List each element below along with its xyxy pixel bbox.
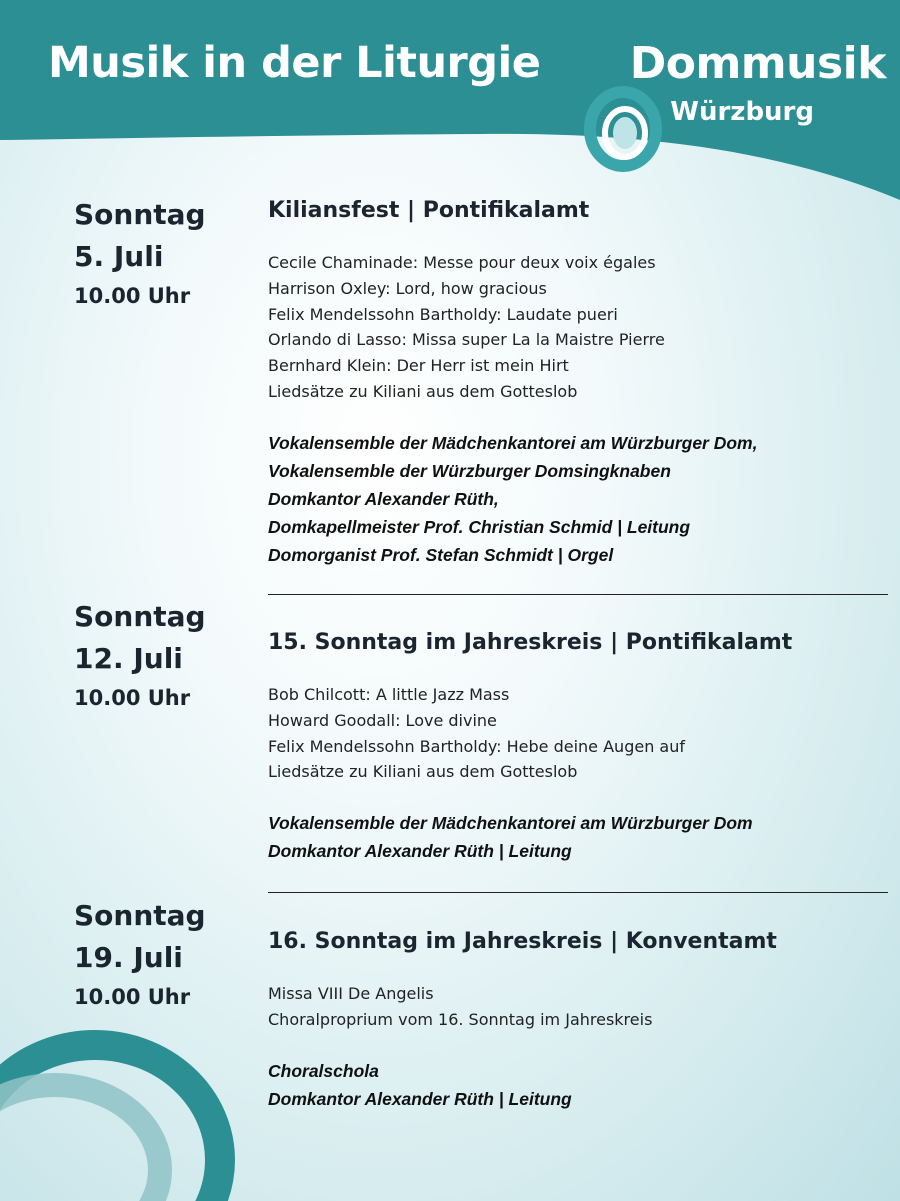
dommusik-logo	[582, 84, 664, 174]
brand-city: Würzburg	[670, 97, 814, 127]
event-day: Sonntag	[74, 198, 206, 231]
event-content	[268, 628, 888, 865]
program-item: Howard Goodall: Love divine	[268, 710, 497, 730]
program-item: Felix Mendelssohn Bartholdy: Hebe deine Augen auf	[268, 736, 685, 756]
performers-list	[268, 1057, 888, 1113]
program-item: Harrison Oxley: Lord, how gracious	[268, 278, 547, 298]
program-item: Cecile Chaminade: Messe pour deux voix égales	[268, 253, 656, 272]
corner-logo-decoration	[0, 1045, 220, 1201]
performer-line: Domkantor Alexander Rüth | Leitung	[268, 841, 572, 862]
program-item: Liedsätze zu Kiliani aus dem Gotteslob	[268, 381, 578, 401]
event-day: Sonntag	[74, 899, 206, 932]
program-item: Felix Mendelssohn Bartholdy: Laudate pueri	[268, 304, 618, 324]
event-date: 19. Juli	[74, 941, 183, 974]
performer-line: Vokalensemble der Mädchenkantorei am Würzburger Dom,	[268, 432, 758, 453]
performer-line: Domorganist Prof. Stefan Schmidt | Orgel	[268, 544, 614, 565]
event-title: 16. Sonntag im Jahreskreis | Konventamt	[268, 929, 777, 954]
event-content	[268, 927, 888, 1113]
event-content	[268, 196, 888, 569]
performer-line: Vokalensemble der Würzburger Domsingknaben	[268, 460, 671, 481]
program-item: Bernhard Klein: Der Herr ist mein Hirt	[268, 356, 569, 376]
event-date-block	[74, 598, 254, 714]
event-date-block	[74, 196, 254, 312]
program-item: Orlando di Lasso: Missa super La la Maistre Pierre	[268, 330, 665, 350]
event-time: 10.00 Uhr	[74, 985, 191, 1009]
performer-line: Domkapellmeister Prof. Christian Schmid | Leitung	[268, 516, 691, 537]
event-date-block	[74, 897, 254, 1013]
performer-line: Domkantor Alexander Rüth,	[268, 488, 499, 509]
section-divider	[268, 594, 888, 595]
event-date: 12. Juli	[74, 642, 183, 675]
program-item: Choralproprium vom 16. Sonntag im Jahreskreis	[268, 1009, 653, 1029]
event-time: 10.00 Uhr	[74, 686, 191, 710]
brand-name: Dommusik	[629, 38, 886, 89]
event-date: 5. Juli	[74, 240, 164, 273]
performer-line: Vokalensemble der Mädchenkantorei am Würzburger Dom	[268, 813, 753, 834]
performers-list	[268, 429, 888, 569]
event-day: Sonntag	[74, 600, 206, 633]
section-divider	[268, 892, 888, 893]
performer-line: Choralschola	[268, 1060, 379, 1081]
event-time: 10.00 Uhr	[74, 284, 191, 308]
performers-list	[268, 809, 888, 865]
event-title: Kiliansfest | Pontifikalamt	[268, 198, 590, 223]
program-item: Liedsätze zu Kiliani aus dem Gotteslob	[268, 762, 578, 782]
program-item: Missa VIII De Angelis	[268, 984, 434, 1003]
page-title: Musik in der Liturgie	[48, 38, 541, 88]
performer-line: Domkantor Alexander Rüth | Leitung	[268, 1088, 572, 1109]
event-title: 15. Sonntag im Jahreskreis | Pontifikalamt	[268, 630, 793, 655]
program-item: Bob Chilcott: A little Jazz Mass	[268, 685, 510, 704]
